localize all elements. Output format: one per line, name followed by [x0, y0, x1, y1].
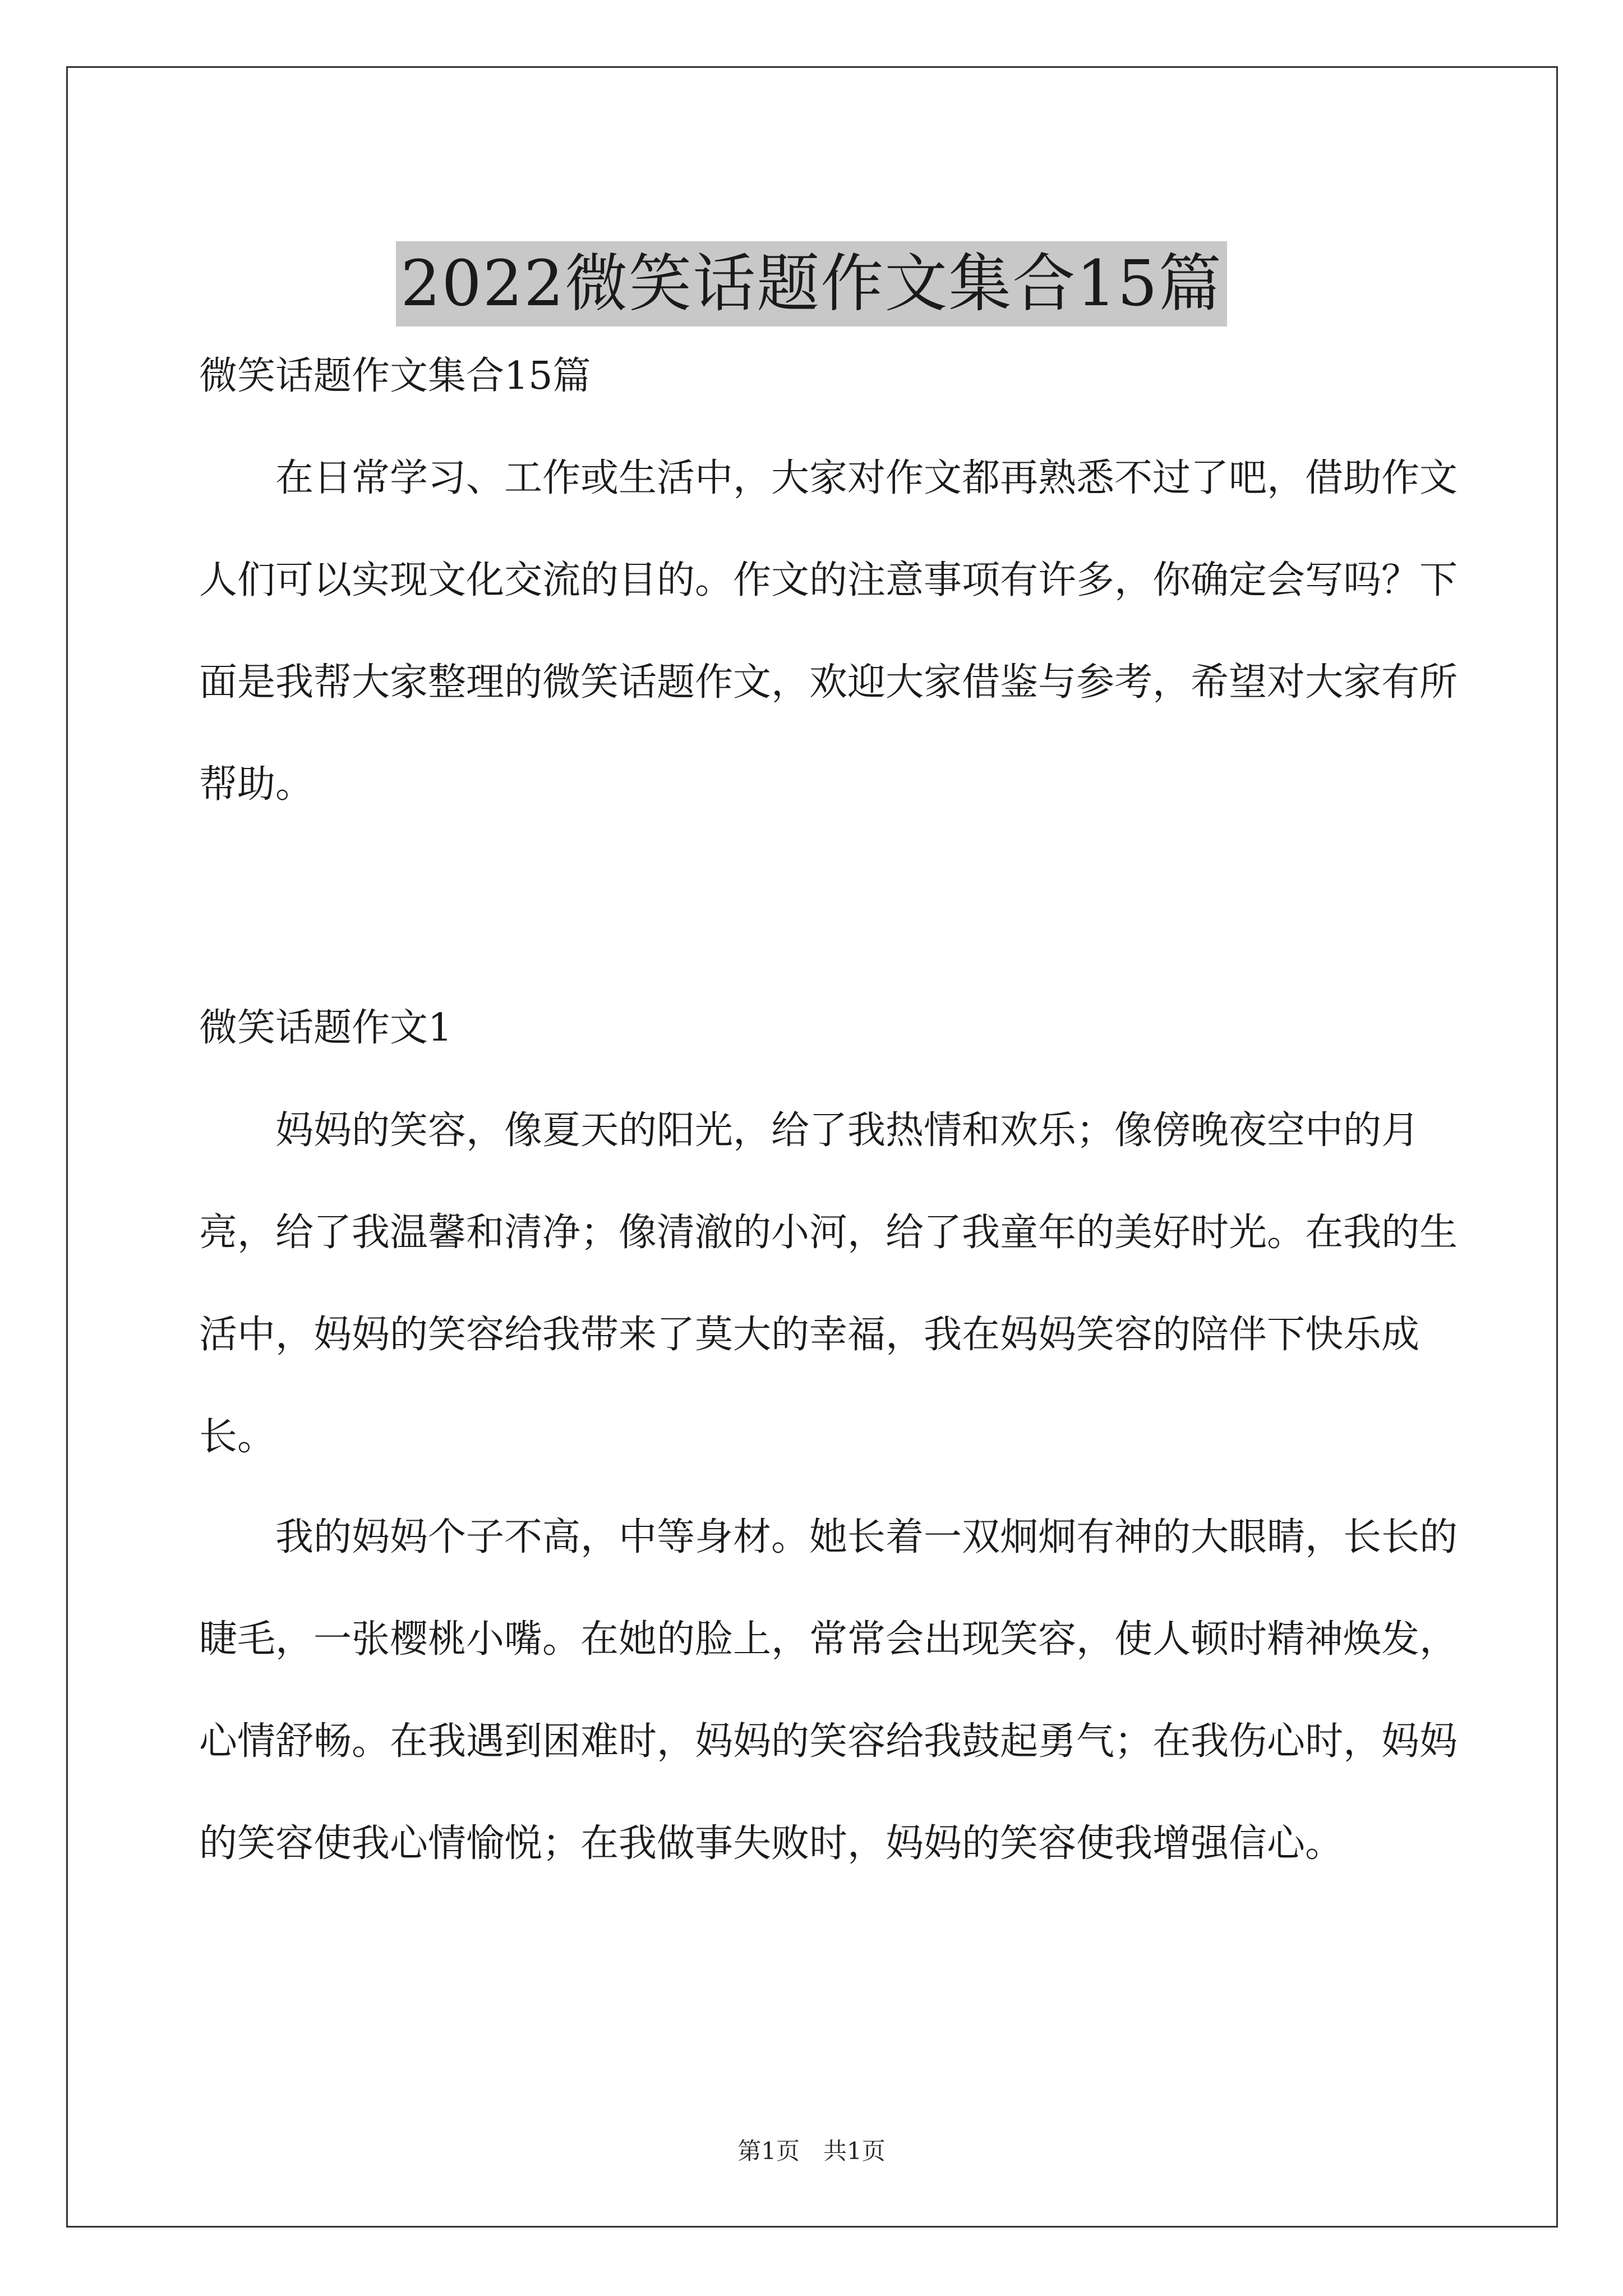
- intro-paragraph: 在日常学习、工作或生活中，大家对作文都再熟悉不过了吧，借助作文人们可以实现文化交流的目的。作文的注意事项有许多，你确定会写吗？下面是我帮大家整理的微笑话题作文，欢迎大家借鉴与参考，希望对大家有所帮助。: [199, 456, 1458, 807]
- section-heading: 微笑话题作文1: [199, 1006, 453, 1050]
- body-paragraph-2: 我的妈妈个子不高，中等身材。她长着一双炯炯有神的大眼睛，长长的睫毛，一张樱桃小嘴。在她的脸上，常常会出现笑容，使人顿时精神焕发，心情舒畅。在我遇到困难时，妈妈的笑容给我鼓起勇气；在我伤心时，妈妈的笑容使我心情愉悦；在我做事失败时，妈妈的笑容使我增强信心。: [199, 1515, 1458, 1866]
- document-title: 2022微笑话题作文集合15篇: [396, 241, 1227, 326]
- page-footer: 第1页 共1页: [737, 2137, 886, 2165]
- body-paragraph-1: 妈妈的笑容，像夏天的阳光，给了我热情和欢乐；像傍晚夜空中的月亮，给了我温馨和清净；像清澈的小河，给了我童年的美好时光。在我的生活中，妈妈的笑容给我带来了莫大的幸福，我在妈妈笑容的陪伴下快乐成长。: [199, 1108, 1458, 1459]
- document-subtitle: 微笑话题作文集合15篇: [199, 354, 591, 398]
